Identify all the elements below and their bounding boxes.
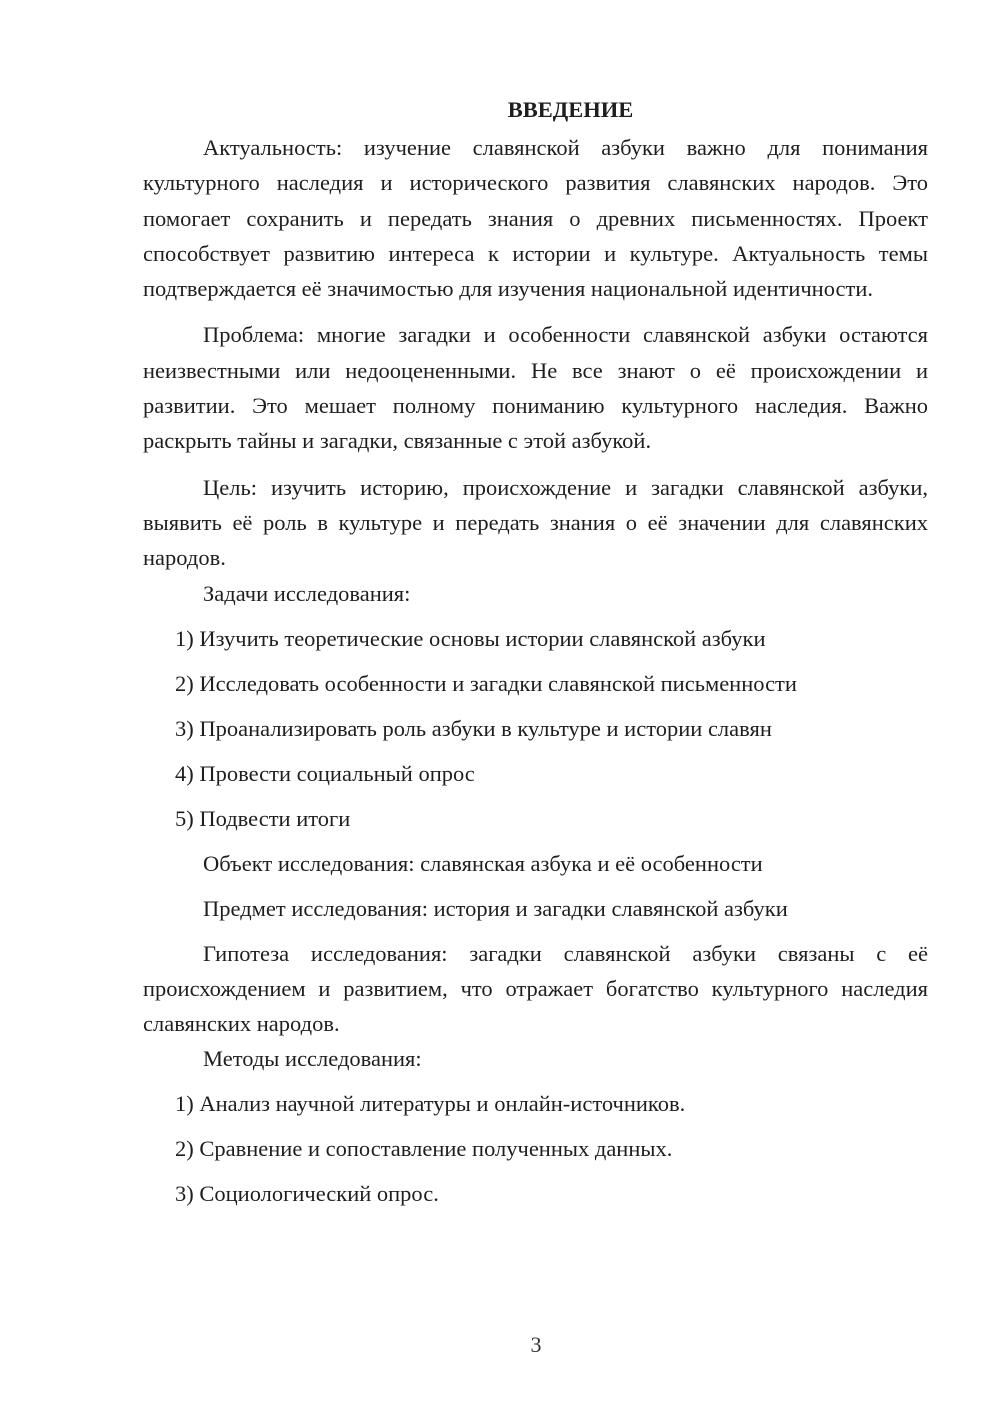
page-number: 3 bbox=[530, 1332, 542, 1357]
methods-heading: Методы исследования: bbox=[203, 1046, 422, 1072]
problem-paragraph: Проблема: многие загадки и особенности славянской азбуки остаются неизвестными или недооцененными. Не все знают о её происхождении и развитии. Это мешает полному пониманию культурного наследия. Важно раскрыть тайны и загадки, связанные с этой азбукой. bbox=[143, 322, 928, 454]
goal-paragraph: Цель: изучить историю, происхождение и загадки славянской азбуки, выявить её роль в культуре и передать знания о её значении для славянских народов. bbox=[143, 474, 928, 571]
task-item: 3) Проанализировать роль азбуки в культуре и истории славян bbox=[175, 715, 772, 741]
task-item: 2) Исследовать особенности и загадки славянской письменности bbox=[175, 670, 797, 696]
tasks-heading: Задачи исследования: bbox=[203, 580, 411, 606]
page-title: ВВЕДЕНИЕ bbox=[507, 97, 634, 122]
hypothesis-paragraph: Гипотеза исследования: загадки славянской азбуки связаны с её происхождением и развитием, что отражает богатство культурного наследия славянских народов. bbox=[143, 940, 928, 1037]
relevance-paragraph: Актуальность: изучение славянской азбуки важно для понимания культурного наследия и исторического развития славянских народов. Это помогает сохранить и передать знания о древних письменностях. Проект способствует развитию интереса к истории и культуре. Актуальность темы подтверждается её значимостью для изучения национальной идентичности. bbox=[143, 135, 928, 302]
document-page bbox=[143, 92, 928, 1211]
method-item: 2) Сравнение и сопоставление полученных данных. bbox=[175, 1136, 673, 1162]
method-item: 3) Социологический опрос. bbox=[175, 1181, 439, 1207]
object-line: Объект исследования: славянская азбука и её особенности bbox=[203, 850, 763, 876]
subject-line: Предмет исследования: история и загадки славянской азбуки bbox=[203, 895, 788, 921]
task-item: 4) Провести социальный опрос bbox=[175, 760, 475, 786]
method-item: 1) Анализ научной литературы и онлайн-источников. bbox=[175, 1091, 686, 1117]
task-item: 5) Подвести итоги bbox=[175, 805, 351, 831]
task-item: 1) Изучить теоретические основы истории славянской азбуки bbox=[175, 625, 766, 651]
